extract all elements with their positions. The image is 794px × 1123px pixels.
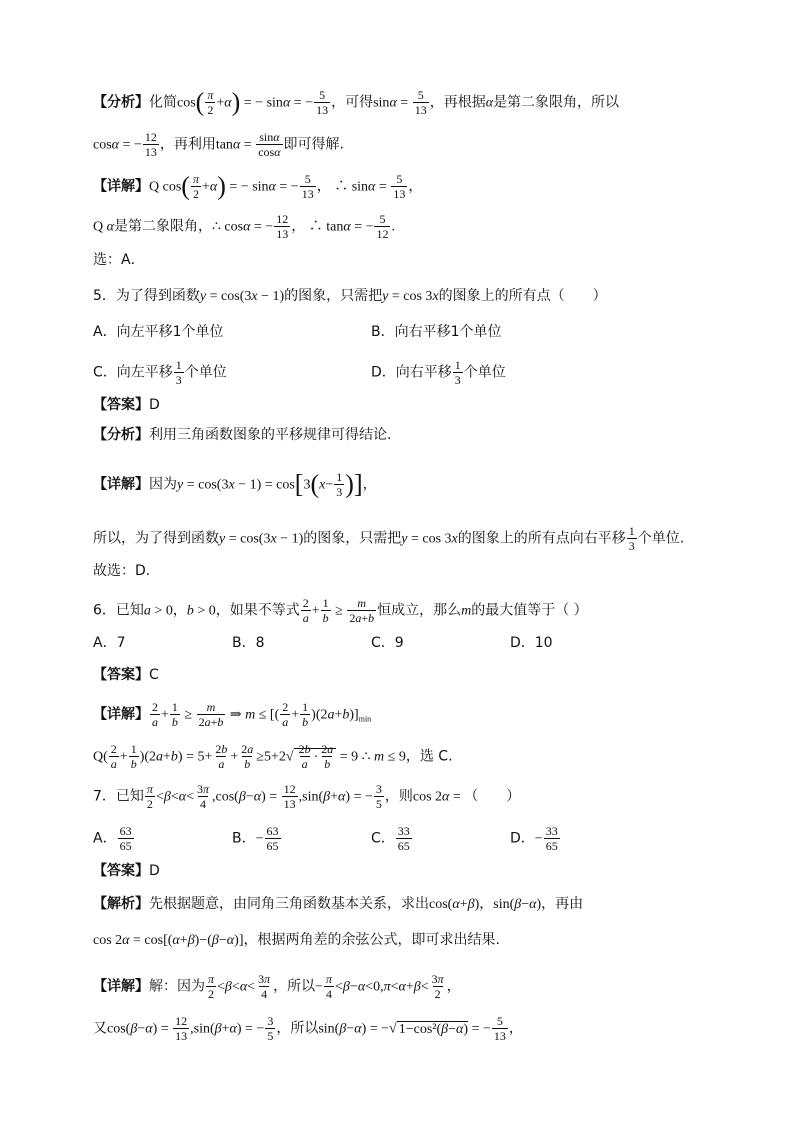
q5-option-c: C．向左平移 $\frac{1}{3}$ 个单位 [93,358,227,387]
q5-analysis: 【分析】利用三角函数图象的平移规律可得结论. [93,427,392,443]
q6-option-d: D．10 [510,635,553,651]
q6-option-a: A．7 [93,635,126,651]
q5-option-b: B．向右平移1个单位 [371,324,502,340]
detail-line-1: 【详解】Q cos( $\frac{\pi}{2}$ +α) = − sinα = − $\frac{5}{13}$ ， ∴ sinα = $\frac{5}{13}$ ， [93,171,423,201]
choice-line: 选：A． [93,252,145,268]
q5-conclusion: 所以，为了得到函数y = cos(3x − 1)的图象，只需把y = cos 3x的图象上的所有点向右平移 $\frac{1}{3}$ 个单位. [93,524,685,553]
q7-parse-1: 【解析】先根据题意，由同角三角函数基本关系，求出cos(α+β)，sin(β−α)，再由 [93,896,584,912]
question-7-stem: 7．已知 $\frac{\pi}{2}$ <β<α< $\frac{3\pi}{4}$ ,cos(β−α) = $\frac{12}{13}$ ,sin(β+α) = − $\frac{3}{5}$ ，则cos 2α = （ ） [93,782,521,811]
q7-option-a: A． $\frac{63}{65}$ [93,824,132,853]
q7-option-b: B．− $\frac{63}{65}$ [232,824,279,853]
q7-detail-1: 【详解】解：因为 $\frac{\pi}{2}$ <β<α< $\frac{3\pi}{4}$ ，所以− $\frac{\pi}{4}$ <β−α<0,π<α+β< $\frac{3\pi}{2}$ ， [93,972,461,1001]
q5-option-a: A．向左平移1个单位 [93,324,224,340]
q7-parse-2: cos 2α = cos[(α+β)−(β−α)]，根据两角差的余弦公式，即可求出结果. [93,932,500,948]
q7-option-d: D．− $\frac{33}{65}$ [510,824,558,853]
analysis-line-2: cosα = − $\frac{12}{13}$ ，再利用tanα = $\frac{\sin\alpha}{\cos\alpha}$ 即可得解. [93,130,344,159]
q5-answer: 【答案】D [93,397,160,413]
detail-line-2: Q α是第二象限角，∴ cosα = − $\frac{12}{13}$ ， ∴ tanα = − $\frac{5}{12}$ . [93,212,395,241]
q6-answer: 【答案】C [93,667,159,683]
q7-option-c: C． $\frac{33}{65}$ [371,824,410,853]
q5-detail: 【详解】因为y = cos(3x − 1) = cos[3(x− $\frac{1}{3}$ )]， [93,469,377,499]
analysis-tag: 【分析】 [93,94,149,111]
question-5-stem: 5．为了得到函数y = cos(3x − 1)的图象，只需把y = cos 3x的图象上的所有点（ ） [93,288,607,304]
q6-detail-1: 【详解】 $\frac{2}{a}$ + $\frac{1}{b}$ ≥ $\frac{m}{2a+b}$ ⇒ m ≤ [( $\frac{2}{a}$ + $\frac{1}{b}$ )$(2a+b)]_{min}$ [93,700,372,729]
q6-option-c: C．9 [371,635,404,651]
q7-answer: 【答案】D [93,863,160,879]
q6-detail-2: Q( $\frac{2}{a}$ + $\frac{1}{b}$ )(2a+b) = 5+ $\frac{2b}{a}$ + $\frac{2a}{b}$ ≥5+2√ $\frac{2b}{a}$ · $\frac{2a}{b}$ = 9 ∴ m ≤ 9，选 C. [93,742,453,771]
q5-option-d: D．向右平移 $\frac{1}{3}$ 个单位 [371,358,506,387]
analysis-line-1: 【分析】化简cos( $\frac{\pi}{2}$ +α) = − sinα = − $\frac{5}{13}$ ，可得sinα = $\frac{5}{13}$ ，再根据α是第二象限角，所以 [93,87,620,117]
q5-pick: 故选：D. [93,563,151,579]
q6-option-b: B．8 [232,635,265,651]
q7-detail-2: 又cos(β−α) = $\frac{12}{13}$ ,sin(β+α) = − $\frac{3}{5}$ ，所以sin(β−α) = −√ 1−cos²(β−α) = − $\frac{5}{13}$ ， [93,1014,523,1043]
question-6-stem: 6．已知a > 0，b > 0，如果不等式 $\frac{2}{a}$ + $\frac{1}{b}$ ≥ $\frac{m}{2a+b}$ 恒成立，那么m的最大值等于（ ） [93,596,588,625]
